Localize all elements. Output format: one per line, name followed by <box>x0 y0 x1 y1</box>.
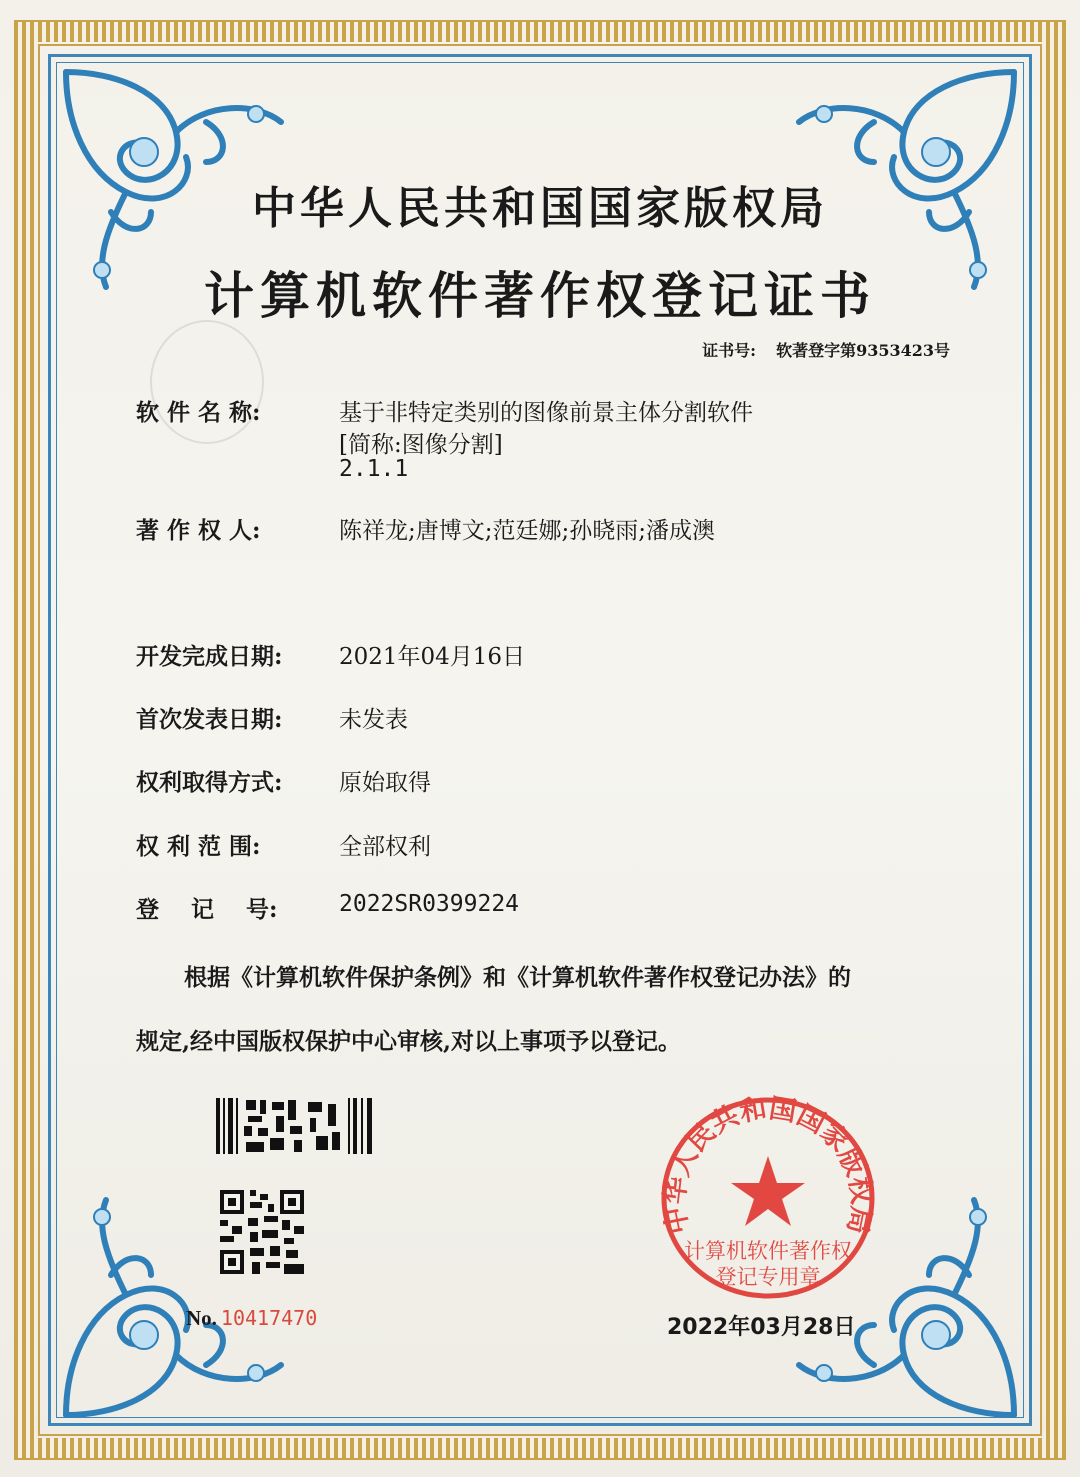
qr-code <box>220 1190 304 1274</box>
rights-scope-label: 权 利 范 围: <box>136 833 261 860</box>
first-publication-label: 首次发表日期: <box>136 706 283 733</box>
acquisition-method-label: 权利取得方式: <box>136 769 283 796</box>
serial-value: 10417470 <box>220 1306 318 1330</box>
seal-inner-line-1: 计算机软件著作权 <box>684 1239 852 1263</box>
certificate-number-value: 软著登字第9353423号 <box>776 341 950 360</box>
copyright-owner-label: 著 作 权 人: <box>136 517 261 544</box>
serial-number <box>186 1306 317 1331</box>
seal-outer-text: 中华人民共和国国家版权局 <box>659 1093 877 1237</box>
rights-scope-value: 全部权利 <box>339 834 431 860</box>
issuer-heading: 中华人民共和国国家版权局 <box>252 183 828 234</box>
statement-line-2: 规定,经中国版权保护中心审核,对以上事项予以登记。 <box>136 1028 682 1055</box>
statement-line-1: 根据《计算机软件保护条例》和《计算机软件著作权登记办法》的 <box>184 964 851 991</box>
certificate-number <box>702 338 950 361</box>
official-seal <box>648 1086 888 1306</box>
software-name-value: 基于非特定类别的图像前景主体分割软件 <box>339 400 753 426</box>
development-date-value: 2021年04月16日 <box>339 644 526 670</box>
issue-date: 2022年03月28日 <box>667 1315 856 1340</box>
software-version: 2.1.1 <box>339 456 409 482</box>
certificate-number-label: 证书号: <box>702 341 757 360</box>
certificate-title: 计算机软件著作权登记证书 <box>204 266 876 325</box>
registration-number-value: 2022SR0399224 <box>339 891 520 917</box>
serial-label: No. <box>186 1306 217 1330</box>
first-publication-value: 未发表 <box>339 707 408 733</box>
software-short-name: [简称:图像分割] <box>339 432 503 458</box>
development-date-label: 开发完成日期: <box>136 643 283 670</box>
seal-inner-line-2: 登记专用章 <box>715 1265 821 1289</box>
acquisition-method-value: 原始取得 <box>339 770 431 796</box>
copyright-owner-value: 陈祥龙;唐博文;范廷娜;孙晓雨;潘成澳 <box>339 518 715 544</box>
software-name-label: 软 件 名 称: <box>136 399 261 426</box>
barcode <box>216 1098 374 1154</box>
registration-number-label: 登 记 号: <box>136 896 278 923</box>
